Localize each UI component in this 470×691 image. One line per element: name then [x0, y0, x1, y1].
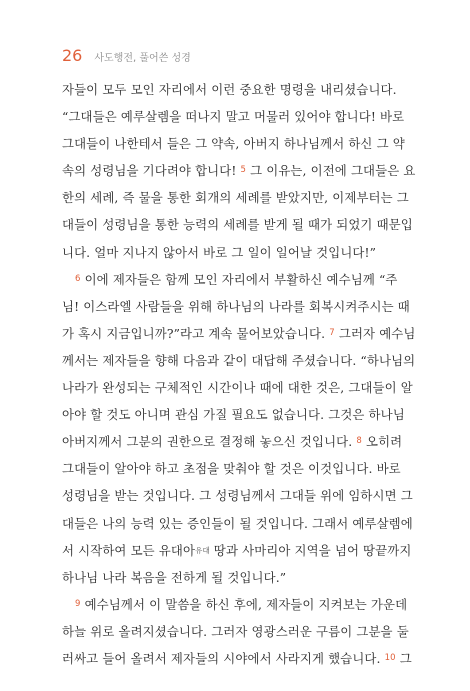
- text-run: 그러자 예수님: [334, 325, 416, 341]
- text-line: [62, 645, 412, 672]
- text-line: [62, 591, 408, 618]
- text-line: [62, 266, 398, 293]
- text-run: 니다. 얼마 지나지 않아서 바로 그 일이 일어날 것입니다!”: [62, 244, 377, 260]
- text-line: [62, 618, 409, 645]
- text-line: [62, 510, 413, 537]
- text-run: 그: [395, 650, 412, 666]
- text-run: 님! 이스라엘 사람들을 위해 하나님의 나라를 회복시켜주시는 때: [62, 298, 410, 314]
- text-line: [62, 455, 401, 482]
- text-line: [62, 157, 416, 184]
- body-text: [62, 76, 416, 672]
- paragraph: [62, 591, 412, 672]
- text-run: 께서는 제자들을 향해 다음과 같이 대답해 주셨습니다. “하나님의: [62, 352, 416, 368]
- text-line: [62, 211, 413, 238]
- paragraph: [62, 266, 416, 591]
- text-run: 러싸고 들어 올려서 제자들의 시야에서 사라지게 했습니다.: [62, 650, 385, 666]
- text-run: 이에 제자들은 함께 모인 자리에서 부활하신 예수님께 “주: [80, 271, 398, 287]
- text-run: 오히려: [361, 434, 403, 450]
- verse-number: 6: [75, 273, 81, 284]
- text-run: 아버지께서 그분의 권한으로 결정해 놓으신 것입니다.: [62, 434, 357, 450]
- text-run: 하나님 나라 복음을 전하게 될 것입니다.”: [62, 569, 287, 585]
- verse-number: 8: [356, 436, 362, 447]
- text-run: 나라가 완성되는 구체적인 시간이나 때에 대한 것은, 그대들이 알: [62, 380, 413, 396]
- text-run: 자들이 모두 모인 자리에서 이런 중요한 명령을 내리셨습니다.: [62, 82, 397, 97]
- paragraph: [62, 76, 416, 266]
- text-run: 아야 할 것도 아니며 관심 가질 필요도 없습니다. 그것은 하나님: [62, 407, 405, 423]
- page-number: 26: [62, 46, 83, 65]
- text-line: [62, 564, 390, 591]
- text-line: [62, 347, 416, 374]
- verse-number: 10: [384, 652, 396, 663]
- text-line: [62, 103, 405, 130]
- text-line: [62, 401, 405, 428]
- text-run: 속의 성령님을 기다려야 합니다!: [62, 163, 241, 179]
- gloss-note: 유대: [195, 545, 210, 555]
- text-run: 성령님을 받는 것입니다. 그 성령님께서 그대들 위에 임하시면 그: [62, 488, 413, 504]
- verse-number: 7: [329, 327, 335, 338]
- text-line: [62, 482, 413, 509]
- text-run: 대들은 나의 능력 있는 증인들이 될 것입니다. 그래서 예루살렘에: [62, 515, 413, 531]
- text-run: 서 시작하여 모든 유대아: [62, 542, 196, 558]
- verse-number: 9: [75, 598, 81, 609]
- text-line: [62, 239, 390, 266]
- text-run: “그대들은 예루살렘을 떠나지 말고 머물러 있어야 합니다! 바로: [62, 109, 405, 125]
- text-line: [62, 293, 410, 320]
- text-line: [62, 130, 405, 157]
- verse-number: 5: [240, 165, 247, 176]
- running-head: [62, 46, 191, 65]
- text-run: 그대들이 알아야 하고 초점을 맞춰야 할 것은 이것입니다. 바로: [62, 461, 401, 477]
- text-run: 한의 세례, 즉 물을 통한 회개의 세례를 받았지만, 이제부터는 그: [62, 190, 409, 206]
- text-run: 그 이유는, 이전에 그대들은 요: [246, 163, 416, 179]
- text-run: 가 혹시 지금입니까?”라고 계속 물어보았습니다.: [62, 325, 330, 341]
- text-line: [62, 428, 403, 455]
- text-run: 하늘 위로 올려지셨습니다. 그러자 영광스러운 구름이 그분을 둘: [62, 623, 409, 639]
- text-line: [62, 320, 416, 347]
- text-line: [62, 184, 409, 211]
- text-run: 대들이 성령님을 통한 능력의 세례를 받게 될 때가 되었기 때문입: [62, 217, 413, 233]
- text-line: [62, 537, 412, 564]
- text-line: [62, 374, 413, 401]
- text-run: 땅과 사마리아 지역을 넘어 땅끝까지: [209, 542, 412, 558]
- text-run: 예수님께서 이 말씀을 하신 후에, 제자들이 지켜보는 가운데: [80, 596, 408, 612]
- text-run: 그대들이 나한테서 들은 그 약속, 아버지 하나님께서 하신 그 약: [62, 136, 405, 152]
- text-line: [62, 76, 397, 103]
- book-title: 사도행전, 풀어쓴 성경: [94, 53, 191, 64]
